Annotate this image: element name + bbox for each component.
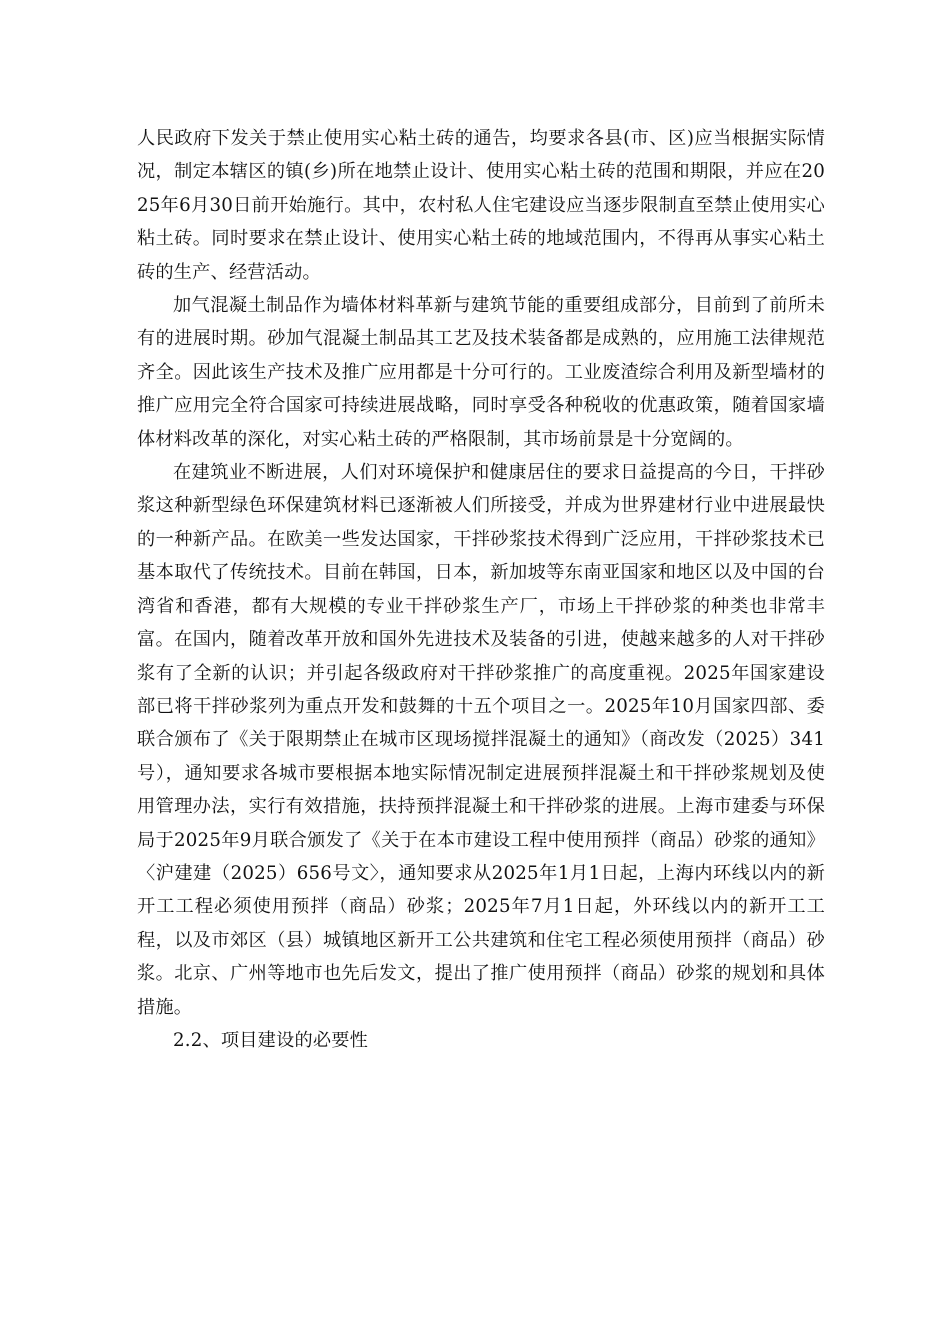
paragraph-dry-mix-mortar: 在建筑业不断进展，人们对环境保护和健康居住的要求日益提高的今日，干拌砂浆这种新型绿色环保建筑材料已逐渐被人们所接受，并成为世界建材行业中进展最快的一种新产品。在欧美一些发达国家，干拌砂浆技术得到广泛应用，干拌砂浆技术已基本取代了传统技术。目前在韩国，日本，新加坡等东南亚国家和地区以及中国的台湾省和香港，都有大规模的专业干拌砂浆生产厂，市场上干拌砂浆的种类也非常丰富。在国内，随着改革开放和国外先进技术及装备的引进，使越来越多的人对干拌砂浆有了全新的认识；并引起各级政府对干拌砂浆推广的高度重视。2025年国家建设部已将干拌砂浆列为重点开发和鼓舞的十五个项目之一。2025年10月国家四部、委联合颁布了《关于限期禁止在城市区现场搅拌混凝土的通知》（商改发（2025）341号），通知要求各城市要根据本地实际情况制定进展预拌混凝土和干拌砂浆规划及使用管理办法，实行有效措施，扶持预拌混凝土和干拌砂浆的进展。上海市建委与环保局于2025年9月联合颁发了《关于在本市建设工程中使用预拌（商品）砂浆的通知》〈沪建建（2025）656号文〉，通知要求从2025年1月1日起，上海内环线以内的新开工工程必须使用预拌（商品）砂浆；2025年7月1日起，外环线以内的新开工工程，以及市郊区（县）城镇地区新开工公共建筑和住宅工程必须使用预拌（商品）砂浆。北京、广州等地市也先后发文，提出了推广使用预拌（商品）砂浆的规划和具体措施。	[137, 462, 825, 1018]
paragraph-aerated-concrete: 加气混凝土制品作为墙体材料革新与建筑节能的重要组成部分，目前到了前所未有的进展时期。砂加气混凝土制品其工艺及技术装备都是成熟的，应用施工法律规范齐全。因此该生产技术及推广应用都是十分可行的。工业废渣综合利用及新型墙材的推广应用完全符合国家可持续进展战略，同时享受各种税收的优惠政策，随着国家墙体材料改革的深化，对实心粘土砖的严格限制，其市场前景是十分宽阔的。	[137, 295, 825, 450]
document-body	[137, 122, 825, 1057]
paragraph-continuation: 人民政府下发关于禁止使用实心粘土砖的通告，均要求各县(市、区)应当根据实际情况，制定本辖区的镇(乡)所在地禁止设计、使用实心粘土砖的范围和期限，并应在2025年6月30日前开始施行。其中，农村私人住宅建设应当逐步限制直至禁止使用实心粘土砖。同时要求在禁止设计、使用实心粘土砖的地域范围内，不得再从事实心粘土砖的生产、经营活动。	[137, 128, 825, 283]
section-heading: 2.2、项目建设的必要性	[173, 1029, 369, 1051]
